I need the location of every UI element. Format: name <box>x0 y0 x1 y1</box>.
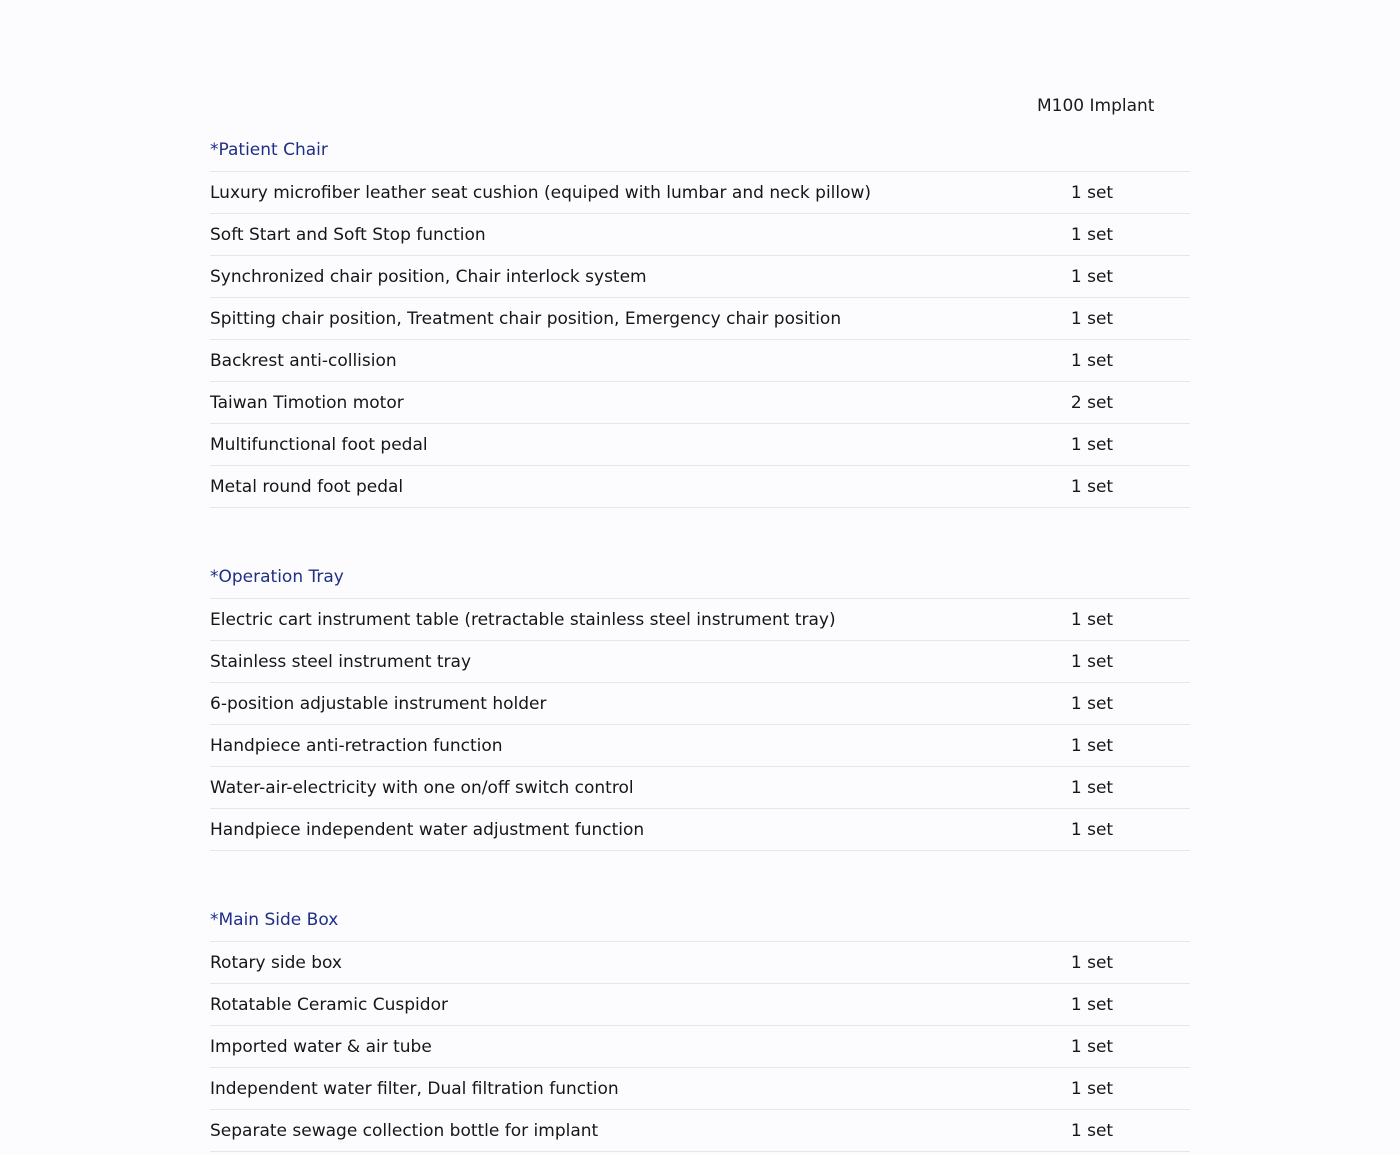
table-row <box>210 340 1190 382</box>
row-value: 1 set <box>1070 224 1114 245</box>
row-label: Imported water & air tube <box>210 1036 432 1057</box>
row-value: 1 set <box>1070 308 1114 329</box>
row-label: Luxury microfiber leather seat cushion (equiped with lumbar and neck pillow) <box>210 182 872 203</box>
section-main-side-box <box>210 900 1190 1152</box>
row-value: 1 set <box>1070 735 1114 756</box>
row-value: 2 set <box>1070 392 1114 413</box>
row-value: 1 set <box>1070 266 1114 287</box>
row-value: 1 set <box>1070 952 1114 973</box>
row-label: Backrest anti-collision <box>210 350 397 371</box>
table-row <box>210 725 1190 767</box>
row-label: Multifunctional foot pedal <box>210 434 428 455</box>
column-header-row <box>210 86 1190 130</box>
row-label: Stainless steel instrument tray <box>210 651 472 672</box>
row-value: 1 set <box>1070 1036 1114 1057</box>
table-row <box>210 942 1190 984</box>
row-label: Handpiece independent water adjustment function <box>210 819 645 840</box>
section-title: *Main Side Box <box>210 900 1190 942</box>
row-value: 1 set <box>1070 693 1114 714</box>
row-label: Separate sewage collection bottle for implant <box>210 1120 599 1141</box>
column-header-m100-implant: M100 Implant <box>1037 96 1155 116</box>
row-label: Taiwan Timotion motor <box>210 392 404 413</box>
row-label: 6-position adjustable instrument holder <box>210 693 547 714</box>
row-value: 1 set <box>1070 994 1114 1015</box>
row-value: 1 set <box>1070 1120 1114 1141</box>
table-row <box>210 214 1190 256</box>
row-label: Spitting chair position, Treatment chair position, Emergency chair position <box>210 308 842 329</box>
row-value: 1 set <box>1070 1078 1114 1099</box>
row-value: 1 set <box>1070 182 1114 203</box>
table-row <box>210 172 1190 214</box>
table-row <box>210 683 1190 725</box>
row-label: Independent water filter, Dual filtration function <box>210 1078 619 1099</box>
row-label: Rotary side box <box>210 952 342 973</box>
table-row <box>210 256 1190 298</box>
row-value: 1 set <box>1070 350 1114 371</box>
section-operation-tray <box>210 557 1190 851</box>
section-title: *Patient Chair <box>210 130 1190 172</box>
table-row <box>210 1110 1190 1152</box>
row-label: Synchronized chair position, Chair interlock system <box>210 266 647 287</box>
row-value: 1 set <box>1070 777 1114 798</box>
table-row <box>210 641 1190 683</box>
row-label: Rotatable Ceramic Cuspidor <box>210 994 448 1015</box>
table-row <box>210 599 1190 641</box>
section-patient-chair <box>210 130 1190 508</box>
table-row <box>210 424 1190 466</box>
table-row <box>210 767 1190 809</box>
row-value: 1 set <box>1070 609 1114 630</box>
row-value: 1 set <box>1070 651 1114 672</box>
section-title: *Operation Tray <box>210 557 1190 599</box>
row-label: Soft Start and Soft Stop function <box>210 224 486 245</box>
spec-table <box>210 86 1190 1152</box>
table-row <box>210 382 1190 424</box>
row-label: Handpiece anti-retraction function <box>210 735 503 756</box>
row-label: Metal round foot pedal <box>210 476 404 497</box>
row-value: 1 set <box>1070 819 1114 840</box>
row-label: Electric cart instrument table (retractable stainless steel instrument tray) <box>210 609 836 630</box>
row-value: 1 set <box>1070 434 1114 455</box>
table-row <box>210 1068 1190 1110</box>
table-row <box>210 809 1190 851</box>
table-row <box>210 298 1190 340</box>
table-row <box>210 984 1190 1026</box>
row-label: Water-air-electricity with one on/off switch control <box>210 777 634 798</box>
table-row <box>210 1026 1190 1068</box>
table-row <box>210 466 1190 508</box>
row-value: 1 set <box>1070 476 1114 497</box>
